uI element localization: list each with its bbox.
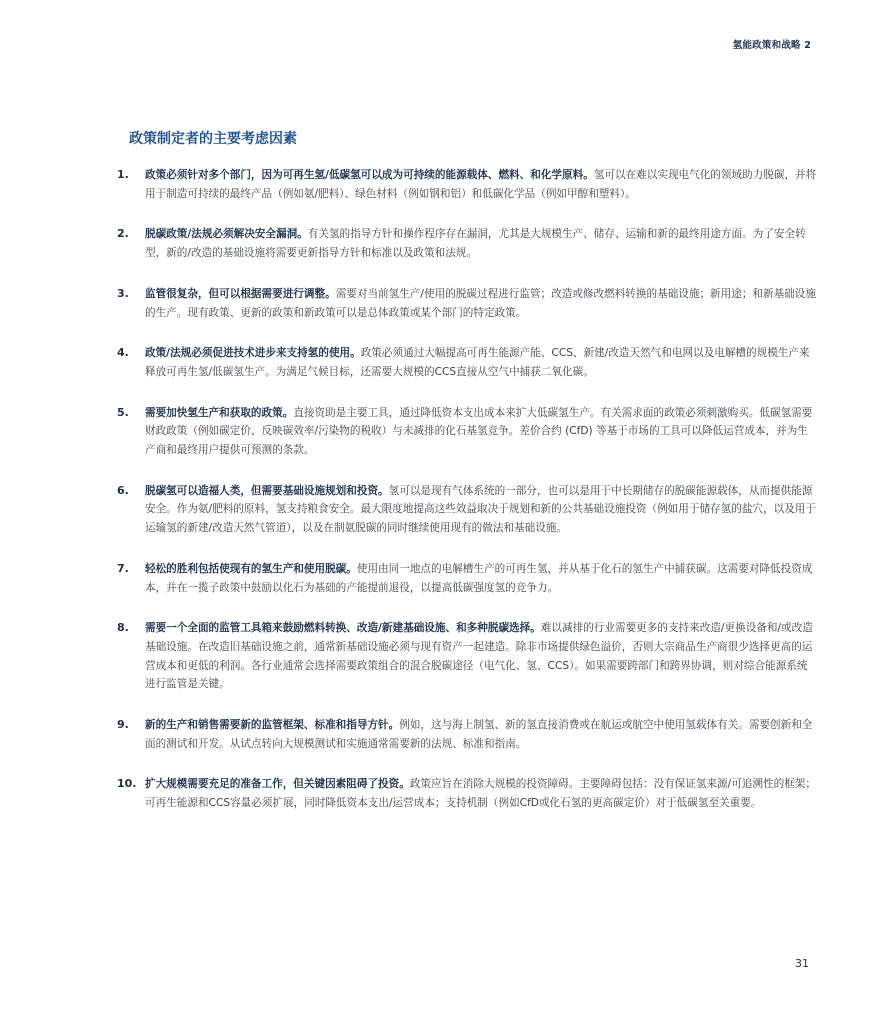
item-number: 1. bbox=[117, 168, 129, 181]
item-lead: 轻松的胜利包括使现有的氢生产和使用脱碳。 bbox=[145, 562, 357, 575]
item-lead: 脱碳氢可以造福人类，但需要基础设施规划和投资。 bbox=[145, 484, 389, 497]
item-number: 8. bbox=[117, 621, 129, 635]
item-body: 政策应旨在消除大规模的投资障碍。主要障碍包括：没有保证氢来源/可追溯性的框架；可再生能源和CCS容量必须扩展，同时降低资本支出/运营成本；支持机制（例如CfD或化石氢的更高碳定价）对于低碳氢至关重要。 bbox=[145, 778, 816, 810]
item-body: 使用由同一地点的电解槽生产的可再生氢，并从基于化石的氢生产中捕获碳。这需要对降低投资成本，并在一揽子政策中鼓励以化石为基础的产能提前退役，以提高低碳强度氢的竞争力。 bbox=[145, 562, 813, 594]
item-lead: 脱碳政策/法规必须解决安全漏洞。 bbox=[145, 228, 308, 241]
item-body: 政策必须通过大幅提高可再生能源产能、CCS、新建/改造天然气和电网以及电解槽的规模生产来释放可再生氢/低碳氢生产。为满足气候目标，还需要大规模的CCS直接从空气中捕获二氧化碳。 bbox=[145, 347, 810, 378]
list-item bbox=[117, 775, 817, 812]
list-item bbox=[117, 619, 817, 694]
item-number: 7. bbox=[117, 561, 129, 575]
item-lead: 政策必须针对多个部门，因为可再生氢/低碳氢可以成为可持续的能源载体、燃料、和化学原料。 bbox=[145, 169, 594, 181]
section-title: 政策制定者的主要考虑因素 bbox=[129, 131, 297, 147]
list-item bbox=[117, 482, 817, 538]
considerations-list bbox=[117, 166, 817, 835]
item-lead: 政策/法规必须促进技术进步来支持氢的使用。 bbox=[145, 347, 361, 360]
item-number: 10. bbox=[117, 777, 137, 791]
list-item bbox=[117, 166, 817, 203]
running-header: 氢能政策和战略 2 bbox=[732, 40, 811, 51]
list-item bbox=[117, 225, 817, 262]
item-body: 难以减排的行业需要更多的支持来改造/更换设备和/或改造基础设施。在改造旧基础设施之前，通常新基础设施必须与现有资产一起建造。除非市场提供绿色溢价，否则大宗商品生产商很少选择更高的运营成本和更低的利润。各行业通常会选择需要政策组合的混合脱碳途径（电气化、氢、CCS）。如果需要跨部门和跨界协调，则对综合能源系统进行监管是关键。 bbox=[145, 622, 813, 691]
item-body: 氢可以是现有气体系统的一部分，也可以是用于中长期储存的脱碳能源载体，从而提供能源安全。作为氨/肥料的原料，氢支持粮食安全。最大限度地提高这些效益取决于规划和新的公共基础设施投资（例如用于储存氢的盐穴，以及用于运输氢的新建/改造天然气管道），以及在制氨脱碳的同时继续使用现有的做法和基础设施。 bbox=[145, 484, 816, 535]
page-number: 31 bbox=[795, 957, 809, 970]
item-lead: 需要一个全面的监管工具箱来鼓励燃料转换、改造/新建基础设施、和多种脱碳选择。 bbox=[145, 622, 541, 635]
item-number: 9. bbox=[117, 718, 129, 732]
item-body: 例如，这与海上制氢、新的氢直接消费或在航运或航空中使用氢载体有关。需要创新和全面的测试和开发。从试点转向大规模测试和实施通常需要新的法规、标准和指南。 bbox=[145, 719, 813, 750]
list-item bbox=[117, 344, 817, 381]
list-item bbox=[117, 404, 817, 460]
item-number: 2. bbox=[117, 227, 129, 241]
item-lead: 监管很复杂，但可以根据需要进行调整。 bbox=[145, 287, 336, 300]
item-lead: 需要加快氢生产和获取的政策。 bbox=[145, 406, 294, 419]
item-number: 4. bbox=[117, 346, 129, 360]
item-lead: 扩大规模需要充足的准备工作，但关键因素阻碍了投资。 bbox=[145, 778, 410, 791]
item-number: 5. bbox=[117, 405, 129, 419]
list-item bbox=[117, 560, 817, 597]
item-body: 需要对当前氢生产/使用的脱碳过程进行监管；改造或修改燃料转换的基础设施；新用途；和新基础设施的生产。现有政策、更新的政策和新政策可以是总体政策或某个部门的特定政策。 bbox=[145, 287, 816, 319]
item-body: 氢可以在难以实现电气化的领域助力脱碳，并将用于制造可持续的最终产品（例如氨/肥料）、绿色材料（例如钢和铝）和低碳化学品（例如甲醇和塑料）。 bbox=[145, 169, 817, 200]
item-number: 3. bbox=[117, 286, 129, 300]
item-body: 直接资助是主要工具，通过降低资本支出成本来扩大低碳氢生产。有关需求面的政策必须刺激购买。低碳氢需要财政政策（例如碳定价、反映碳效率/污染物的税收）与未减排的化石基氢竞争。差价合约 (CfD) 等基于市场的工具可以降低运营成本，并为生产商和最终用户提供可预测的条款。 bbox=[145, 406, 813, 457]
item-body: 有关氢的指导方针和操作程序存在漏洞，尤其是大规模生产、储存、运输和新的最终用途方面。为了安全转型，新的/改造的基础设施将需要更新指导方针和标准以及政策和法规。 bbox=[145, 228, 806, 260]
item-number: 6. bbox=[117, 483, 129, 497]
list-item bbox=[117, 716, 817, 753]
list-item bbox=[117, 285, 817, 322]
item-lead: 新的生产和销售需要新的监管框架、标准和指导方针。 bbox=[145, 719, 400, 732]
